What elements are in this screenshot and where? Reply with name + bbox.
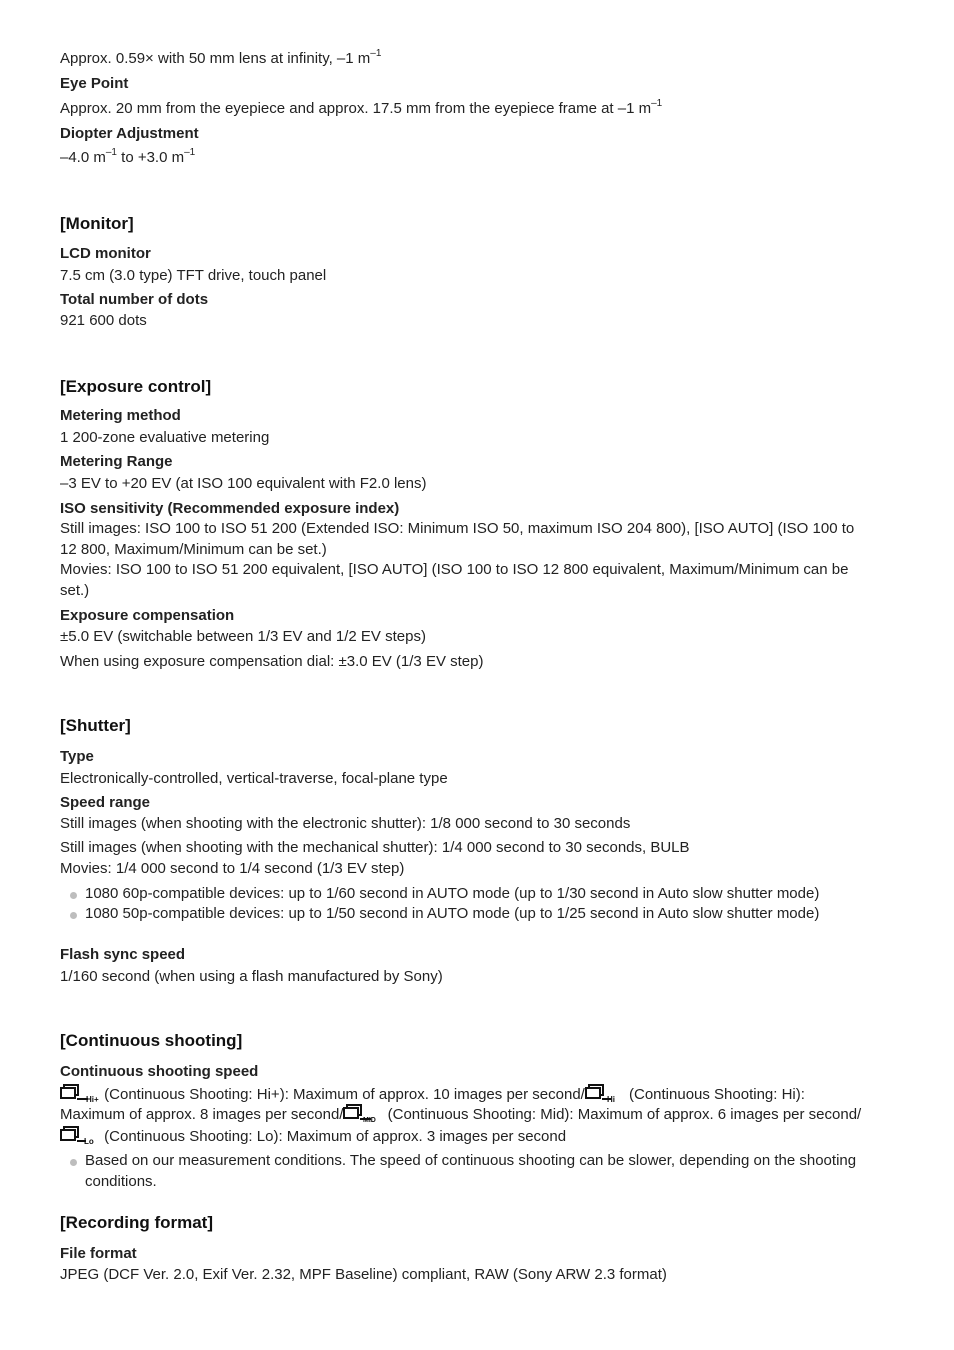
flash-sync-label: Flash sync speed (60, 946, 186, 963)
continuous-heading: [Continuous shooting] (60, 1031, 243, 1050)
list-item: 1080 60p-compatible devices: up to 1/60 second in AUTO mode (up to 1/30 second in Auto slow shutter mode) (85, 885, 820, 902)
finder-magnification: Approx. 0.59× with 50 mm lens at infinity, –1 $m^{-1}$ (60, 48, 382, 67)
lcd-monitor-value: 7.5 cm (3.0 type) TFT drive, touch panel (60, 267, 327, 284)
speed-electronic: Still images (when shooting with the electronic shutter): 1/8 000 second to 30 seconds (60, 815, 631, 832)
exposure-comp-value: ±5.0 EV (switchable between 1/3 EV and 1/2 EV steps) (60, 628, 426, 645)
list-item: 1080 50p-compatible devices: up to 1/50 second in AUTO mode (up to 1/25 second in Auto slow shutter mode) (85, 905, 820, 922)
file-format-label: File format (60, 1245, 137, 1262)
iso-label: ISO sensitivity (Recommended exposure index) (60, 500, 400, 517)
lcd-monitor-label: LCD monitor (60, 245, 151, 262)
file-format-value: JPEG (DCF Ver. 2.0, Exif Ver. 2.32, MPF Baseline) compliant, RAW (Sony ARW 2.3 format) (60, 1266, 667, 1283)
continuous-hi-plus-icon (60, 1084, 100, 1103)
diopter-label: Diopter Adjustment (60, 125, 199, 142)
speed-range-label: Speed range (60, 794, 151, 811)
exposure-comp-label: Exposure compensation (60, 607, 235, 624)
monitor-heading: [Monitor] (60, 214, 134, 233)
iso-movies-line-2: set.) (60, 582, 90, 599)
continuous-note-line-1: Based on our measurement conditions. The speed of continuous shooting can be slower, depending on the shooting (85, 1152, 857, 1169)
shutter-type-label: Type (60, 748, 94, 765)
flash-sync-value: 1/160 second (when using a flash manufactured by Sony) (60, 968, 443, 985)
iso-still-line-1: Still images: ISO 100 to ISO 51 200 (Extended ISO: Minimum ISO 50, maximum ISO 204 800), [ISO AUTO] (ISO 100 to (60, 520, 855, 537)
shutter-type-value: Electronically-controlled, vertical-traverse, focal-plane type (60, 770, 448, 787)
continuous-speed-line-2: Maximum of approx. 8 images per second/ MID (Continuous Shooting: Mid): Maximum of approx. 6 images per second/ (60, 1106, 862, 1123)
eye-point-label: Eye Point (60, 75, 129, 92)
iso-still-line-2: 12 800, Maximum/Minimum can be set.) (60, 541, 327, 558)
continuous-speed-label: Continuous shooting speed (60, 1063, 259, 1080)
iso-movies-line-1: Movies: ISO 100 to ISO 51 200 equivalent, [ISO AUTO] (ISO 100 to ISO 12 800 equivalent, Maximum/Minimum can be (60, 561, 849, 578)
recording-heading: [Recording format] (60, 1213, 213, 1232)
svg-text:MID: MID (363, 1117, 377, 1123)
diopter-value: –4.0 $m^{-1}$ to +3.0 $m^{-1}$ (60, 147, 196, 166)
metering-method-label: Metering method (60, 407, 181, 424)
bullet-icon (70, 892, 77, 899)
speed-mechanical: Still images (when shooting with the mechanical shutter): 1/4 000 second to 30 seconds, BULB (60, 839, 690, 856)
speed-movies: Movies: 1/4 000 second to 1/4 second (1/3 EV step) (60, 860, 405, 877)
svg-text:Hi+: Hi+ (86, 1095, 99, 1103)
exposure-heading: [Exposure control] (60, 377, 212, 396)
continuous-note-line-2: conditions. (85, 1173, 157, 1190)
exposure-comp-dial: When using exposure compensation dial: ±3.0 EV (1/3 EV step) (60, 653, 484, 670)
svg-text:Hi: Hi (606, 1095, 615, 1103)
continuous-mid-icon (343, 1104, 383, 1123)
bullet-icon (70, 912, 77, 919)
eye-point-value: Approx. 20 mm from the eyepiece and approx. 17.5 mm from the eyepiece frame at –1 $m^{-1}$ (60, 98, 663, 117)
continuous-speed-line-1: Hi+ (Continuous Shooting: Hi+): Maximum of approx. 10 images per second/ Hi (Continuous Shooting: Hi): (60, 1084, 805, 1105)
svg-text:Lo: Lo (84, 1137, 94, 1145)
continuous-hi-icon (585, 1084, 625, 1103)
shutter-heading: [Shutter] (60, 716, 131, 735)
continuous-lo-icon (60, 1126, 100, 1145)
metering-range-value: –3 EV to +20 EV (at ISO 100 equivalent with F2.0 lens) (60, 475, 427, 492)
total-dots-label: Total number of dots (60, 291, 209, 308)
bullet-icon (70, 1159, 77, 1166)
metering-method-value: 1 200-zone evaluative metering (60, 429, 270, 446)
continuous-speed-line-3: Lo (Continuous Shooting: Lo): Maximum of approx. 3 images per second (60, 1126, 566, 1147)
metering-range-label: Metering Range (60, 453, 173, 470)
total-dots-value: 921 600 dots (60, 312, 147, 329)
